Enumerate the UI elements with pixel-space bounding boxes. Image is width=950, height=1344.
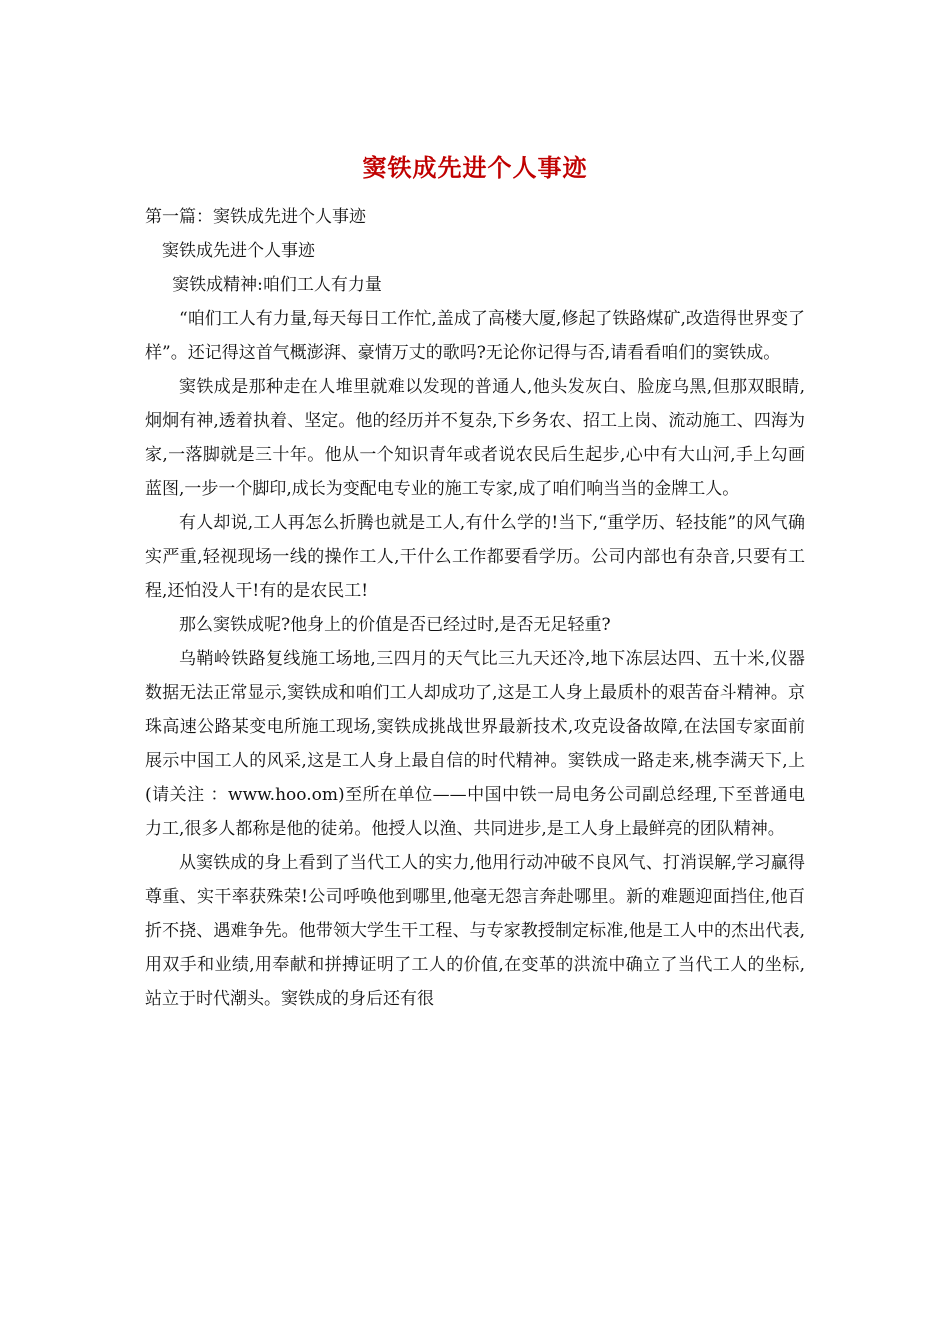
paragraph-song: “咱们工人有力量,每天每日工作忙,盖成了高楼大厦,修起了铁路煤矿,改造得世界变了样”。还记得这首气概澎湃、豪情万丈的歌吗?无论你记得与否,请看看咱们的窦铁成。 bbox=[145, 309, 805, 363]
paragraph-value: 从窦铁成的身上看到了当代工人的实力,他用行动冲破不良风气、打消误解,学习赢得尊重、实干率获殊荣!公司呼唤他到哪里,他毫无怨言奔赴哪里。新的难题迎面挡住,他百折不挠、遇难争先。他带领大学生干工程、与专家教授制定标准,他是工人中的杰出代表,用双手和业绩,用奉献和拼搏证明了工人的价值,在变革的洪流中确立了当代工人的坐标,站立于时代潮头。窦铁成的身后还有很 bbox=[145, 853, 805, 1009]
section-heading: 第一篇：窦铁成先进个人事迹 bbox=[145, 207, 366, 227]
document-body bbox=[145, 148, 805, 1016]
spirit-heading: 窦铁成精神:咱们工人有力量 bbox=[172, 275, 382, 295]
paragraph-portrait: 窦铁成是那种走在人堆里就难以发现的普通人,他头发灰白、脸庞乌黑,但那双眼睛,炯炯有神,透着执着、坚定。他的经历并不复杂,下乡务农、招工上岗、流动施工、四海为家,一落脚就是三十年。他从一个知识青年或者说农民后生起步,心中有大山河,手上勾画蓝图,一步一个脚印,成长为变配电专业的施工专家,成了咱们响当当的金牌工人。 bbox=[145, 377, 805, 499]
paragraph-question: 那么窦铁成呢?他身上的价值是否已经过时,是否无足轻重? bbox=[179, 615, 611, 635]
document-title: 窦铁成先进个人事迹 bbox=[362, 153, 588, 182]
sub-heading: 窦铁成先进个人事迹 bbox=[162, 241, 315, 261]
paragraph-achievements: 乌鞘岭铁路复线施工场地,三四月的天气比三九天还冷,地下冻层达四、五十米,仪器数据无法正常显示,窦铁成和咱们工人却成功了,这是工人身上最质朴的艰苦奋斗精神。京珠高速公路某变电所施工现场,窦铁成挑战世界最新技术,攻克设备故障,在法国专家面前展示中国工人的风采,这是工人身上最自信的时代精神。窦铁成一路走来,桃李满天下,上(请关注 ：www.hoo.om)至所在单位——中国中铁一局电务公司副总经理,下至普通电力工,很多人都称是他的徒弟。他授人以渔、共同进步,是工人身上最鲜亮的团队精神。 bbox=[145, 649, 805, 839]
paragraph-doubt: 有人却说,工人再怎么折腾也就是工人,有什么学的!当下,“重学历、轻技能”的风气确实严重,轻视现场一线的操作工人,干什么工作都要看学历。公司内部也有杂音,只要有工程,还怕没人干!有的是农民工! bbox=[145, 513, 805, 601]
